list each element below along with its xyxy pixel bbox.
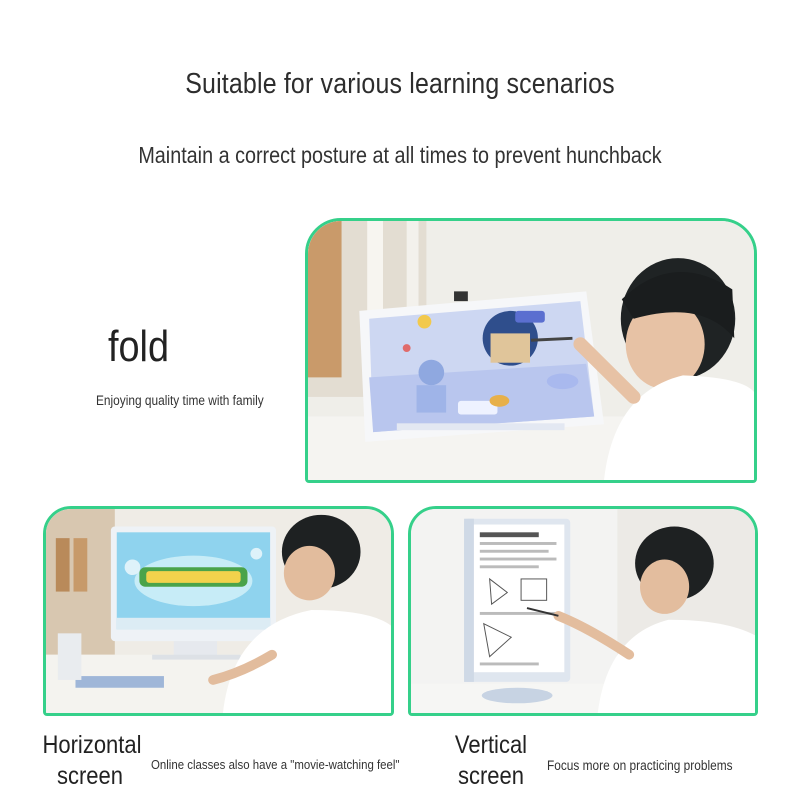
horizontal-mode-title [42,730,142,792]
vertical-mode-photo [408,506,758,716]
vertical-title-line1: Vertical [454,731,528,759]
horizontal-title-line2: screen [56,762,124,790]
fold-mode-photo [305,218,757,483]
vertical-mode-title [443,730,540,792]
page-title: Suitable for various learning scenarios [185,68,615,100]
fold-mode-description: Enjoying quality time with family [96,393,264,408]
horizontal-mode-description: Online classes also have a "movie-watching feel" [151,757,400,772]
fold-mode-title: fold [108,322,170,371]
horizontal-mode-photo [43,506,394,716]
horizontal-title-line1: Horizontal [42,731,142,759]
page-subtitle: Maintain a correct posture at all times to prevent hunchback [138,142,662,168]
vertical-mode-description: Focus more on practicing problems [547,758,733,773]
vertical-title-line2: screen [457,762,525,790]
